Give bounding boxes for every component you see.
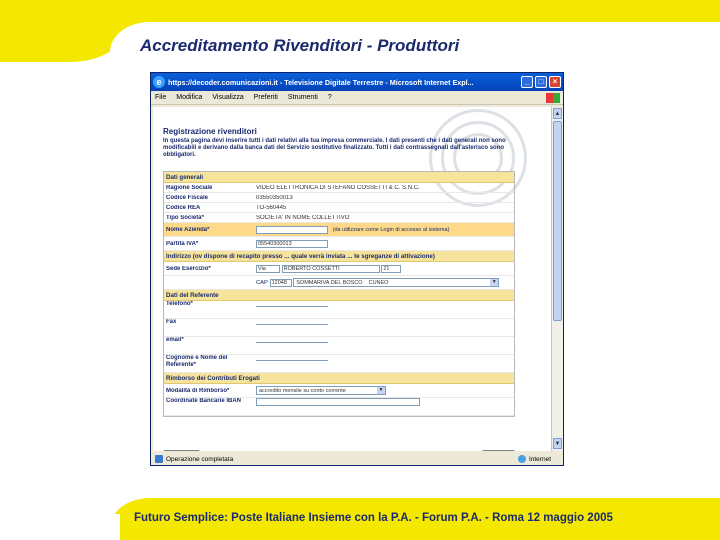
vat-label: Partita IVA* [166, 240, 199, 247]
scroll-up-arrow-icon[interactable]: ▲ [553, 108, 562, 119]
globe-icon [518, 455, 526, 463]
street-number-input[interactable]: 21 [381, 265, 401, 273]
cancel-button[interactable] [482, 450, 515, 451]
iban-label: Coordinate Bancarie IBAN [166, 398, 242, 404]
form-row [164, 213, 514, 223]
field-label: Tipo Società* [166, 214, 204, 221]
chevron-down-icon: ▼ [378, 387, 384, 393]
page-intro: In questa pagina devi inserire tutti i dati relativi alla tua impresa commerciale. I dati presenti che i dati generali non sono modificabili e derivano dalla banca dati del Servizio sostitutivo finalizzato. Tutti i dati contrassegnati dall'asterisco sono obbligatori. [163, 138, 506, 158]
menu-file[interactable]: File [155, 94, 167, 101]
city-value: SOMMARIVA DEL BOSCO [296, 279, 363, 286]
field-label: Codice REA [166, 204, 201, 211]
menu-bar [151, 91, 563, 105]
menu-preferiti[interactable]: Preferiti [253, 94, 278, 101]
page-viewport [153, 107, 551, 451]
section-general: Dati generali [164, 172, 514, 183]
field-value: 03550350013 [256, 194, 293, 201]
company-name-input[interactable] [256, 226, 328, 234]
form-buttons [163, 449, 515, 451]
refund-mode-label: Modalità di Rimborso* [166, 387, 230, 394]
form-row [164, 203, 514, 213]
field-value: VIDEO ELETTRONICA DI STEFANO COSSETTI & C. S.N.C. [256, 184, 420, 191]
scroll-down-arrow-icon[interactable]: ▼ [553, 438, 562, 449]
window-title: https://decoder.comunicazioni.it - Televisione Digitale Terrestre - Microsoft Internet Expl... [168, 77, 474, 87]
city-select[interactable] [293, 278, 499, 287]
form-row-fax [164, 319, 514, 337]
page-heading: Registrazione rivenditori [163, 127, 257, 136]
referent-name-input[interactable] [256, 355, 328, 361]
form-row-company-name [164, 223, 514, 237]
section-address: Indirizzo (ov dispone di recapito presso ... quale verrà inviata ... te sgreganze di attivazione) [164, 251, 514, 262]
internet-explorer-icon: e [153, 76, 165, 88]
refund-mode-value: accredito mensile su conto corrente [259, 387, 346, 394]
street-input[interactable]: ROBERTO COSSETTI [282, 265, 380, 273]
zone-text: Internet [528, 455, 551, 463]
form-row-iban [164, 398, 514, 416]
form-row [164, 183, 514, 193]
email-input[interactable] [256, 337, 328, 343]
field-value: SOCIETA' IN NOME COLLETTIVO [256, 214, 350, 221]
page-done-icon [155, 455, 163, 463]
chevron-down-icon: ▼ [491, 279, 497, 285]
status-text: Operazione completata [166, 455, 234, 463]
company-name-hint: (da utilizzare come Login di accesso al sistema) [332, 227, 450, 234]
security-zone [518, 455, 551, 463]
minimize-button[interactable]: _ [521, 76, 533, 88]
form-row-vat [164, 237, 514, 251]
form-row-phone [164, 301, 514, 319]
company-name-label: Nome Azienda* [166, 226, 210, 233]
form-row-refund-mode [164, 384, 514, 398]
slide-footer-text: Futuro Semplice: Poste Italiane Insieme con la P.A. - Forum P.A. - Roma 12 maggio 2005 [134, 512, 613, 524]
browser-window [150, 72, 564, 466]
phone-label: Telefono* [166, 301, 193, 307]
scrollbar-thumb[interactable] [553, 121, 562, 321]
refund-mode-select[interactable] [256, 386, 386, 395]
referent-name-label: Cognome e Nome del Referente* [166, 355, 228, 368]
address-label: Sede Esercizio* [166, 265, 211, 272]
street-type-input[interactable]: Via [256, 265, 280, 273]
field-label: Codice Fiscale [166, 194, 209, 201]
field-value: TO-560445 [256, 204, 287, 211]
cap-label: CAP [256, 280, 268, 287]
status-bar [151, 453, 563, 465]
fax-input[interactable] [256, 319, 328, 325]
phone-input[interactable] [256, 301, 328, 307]
menu-visualizza[interactable]: Visualizza [212, 94, 244, 101]
maximize-button[interactable]: □ [535, 76, 547, 88]
registration-form [163, 171, 515, 417]
cap-input[interactable]: 12048 [270, 279, 292, 287]
fax-label: Fax [166, 319, 177, 325]
continue-button[interactable] [163, 450, 200, 451]
form-row [164, 193, 514, 203]
form-row-email [164, 337, 514, 355]
vertical-scrollbar[interactable] [551, 107, 563, 451]
section-referent: Dati del Referente [164, 290, 514, 301]
window-titlebar[interactable] [151, 73, 563, 91]
form-row-cap [164, 276, 514, 290]
form-row-referent-name [164, 355, 514, 373]
section-refund: Rimborso dei Contributi Erogati [164, 373, 514, 384]
close-button[interactable]: × [549, 76, 561, 88]
menu-strumenti[interactable]: Strumenti [287, 94, 318, 101]
form-row-address [164, 262, 514, 276]
iban-input[interactable] [256, 398, 420, 406]
menu-help[interactable]: ? [327, 94, 332, 101]
slide-title: Accreditamento Rivenditori - Produttori [140, 36, 460, 55]
province-value: CUNEO [368, 279, 389, 286]
menu-modifica[interactable]: Modifica [176, 94, 203, 101]
windows-logo-icon [546, 93, 560, 103]
vat-input[interactable]: 05540300013 [256, 240, 328, 248]
field-label: Ragione Sociale [166, 184, 213, 191]
email-label: email* [166, 337, 184, 343]
